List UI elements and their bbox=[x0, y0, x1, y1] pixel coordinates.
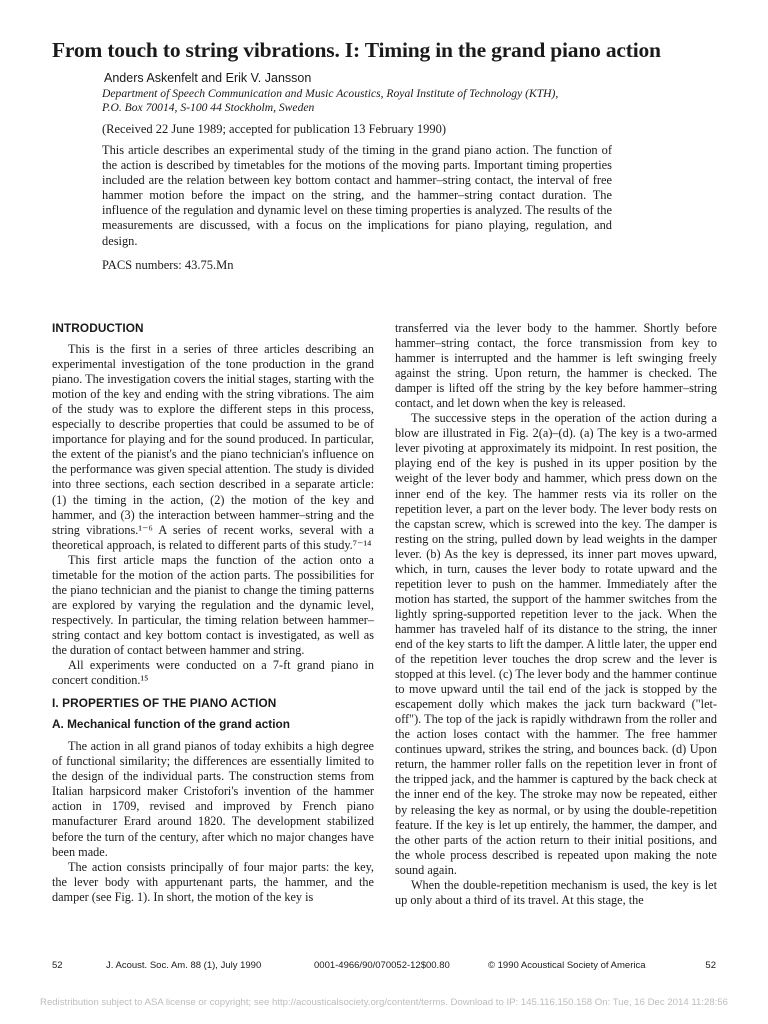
affiliation-line-2: P.O. Box 70014, S-100 44 Stockholm, Sweden bbox=[102, 100, 315, 114]
intro-paragraph-1: This is the first in a series of three articles describing an experimental investigation of the tone production in the grand piano. The investigation covers the initial stages, starting with the motion of the key and ending with the string vibrations. The aim of the study was to explore the different steps in this process, especially to describe properties that could be assumed to be of importance for playing and for the sound produced. In particular, the extent of the pianist's and the piano technician's influence on the performance was given special attention. The study is divided into three sections, each section described in a separate article: (1) the timing in the action, (2) the motion of the key and hammer, and (3) the interaction between hammer–string and the string vibrations.¹⁻⁶ A series of recent works, several with a theoretical approach, is related to different parts of this study.⁷⁻¹⁴ bbox=[52, 342, 374, 552]
journal-citation: J. Acoust. Soc. Am. 88 (1), July 1990 bbox=[106, 960, 262, 971]
section-gap bbox=[52, 688, 374, 696]
redistribution-notice: Redistribution subject to ASA license or copyright; see http://acousticalsociety.org/content/terms. Download to IP: 145.116.150.158 On: Tue, 16 Dec 2014 11:28:56 bbox=[40, 997, 728, 1008]
abstract: This article describes an experimental study of the timing in the grand piano action. The function of the action is described by timetables for the motions of the moving parts. Important timing properties included are the relation between key bottom contact and hammer–string contact, the interval of free hammer motion before the impact on the string, and the hammer–string contact duration. The influence of the regulation and dynamic level on these timing properties is analyzed. The results of the measurements are discussed, with a focus on the implications for piano playing, regulation, and design. bbox=[102, 143, 612, 248]
pacs-numbers: PACS numbers: 43.75.Mn bbox=[102, 258, 234, 272]
introduction-heading: INTRODUCTION bbox=[52, 321, 144, 335]
article-title: From touch to string vibrations. I: Timing in the grand piano action bbox=[52, 38, 661, 62]
page-number-left: 52 bbox=[52, 960, 63, 971]
subsection-a-heading: A. Mechanical function of the grand action bbox=[52, 717, 290, 732]
article-code: 0001-4966/90/070052-12$00.80 bbox=[314, 960, 450, 971]
affiliation-line-1: Department of Speech Communication and Music Acoustics, Royal Institute of Technology (KTH), bbox=[102, 87, 559, 100]
right-paragraph-2: The successive steps in the operation of the action during a blow are illustrated in Fig. 2(a)–(d). (a) The key is a two-armed lever pivoting at approximately its midpoint. In rest position, the playing end of the key is pushed in its upper position by the weight of the lever body and hammer, which press down on the inner end of the key. The hammer rests via its roller on the repetition lever, a part on the lever body. The lever body rests on the capstan screw, which is screwed into the key. The damper is resting on the string, pulled down by lead weights in the damper lever. (b) As the key is depressed, its inner part moves upward, which, in turn, causes the lever body to rotate upward and the repetition lever to push on the hammer. Immediately after the motion has started, the support of the hammer switches from the lightly spring-supported repetition lever to the jack. When the hammer has traveled half of its distance to the string, the inner end of the key starts to lift the damper. A little later, the upper end of the repetition lever touches the drop screw and the lever is stopped at this level. (c) The lever body and the hammer continue to move upward until the tail end of the jack is stopped by the escapement dolly which makes the jack turn backward ("let-off"). The top of the jack is rapidly withdrawn from the roller and the action loses contact with the hammer. The free hammer continues upward, strikes the string, and bounces back. (d) Upon return, the hammer roller falls on the repetition lever in front of the tripped jack, and the hammer is captured by the back check at the inner end of the key. The stroke may now be repeated, either by releasing the key as normal, or by using the double-repetition feature. If the key is let up entirely, the hammer, the damper, and the other parts of the action return to their initial positions, and the whole process described is repeated upon making the note sound again. bbox=[395, 411, 718, 877]
right-paragraph-3: When the double-repetition mechanism is used, the key is let up only about a third of its travel. At this stage, the bbox=[395, 877, 717, 907]
intro-paragraph-3: All experiments were conducted on a 7-ft grand piano in concert condition.¹⁵ bbox=[52, 658, 374, 688]
page-number-right: 52 bbox=[705, 960, 716, 971]
received-dates: (Received 22 June 1989; accepted for publication 13 February 1990) bbox=[102, 122, 446, 136]
left-column bbox=[52, 321, 374, 905]
intro-paragraph-2: This first article maps the function of the action onto a timetable for the motion of the action parts. The possibilities for the piano technician and the pianist to change the timing patterns are explored by varying the regulation and the dynamic level, respectively. In particular, the timing relation between hammer–string contact and key bottom contact is investigated, as well as the duration of contact between hammer and string. bbox=[52, 552, 374, 657]
section-paragraph-2: The action consists principally of four major parts: the key, the lever body with appurtenant parts, the hammer, and the damper (see Fig. 1). In short, the motion of the key is bbox=[52, 859, 374, 904]
right-paragraph-1: transferred via the lever body to the hammer. Shortly before hammer–string contact, the force transmission from key to hammer is interrupted and the hammer is left swinging freely against the string. Upon return, the hammer is checked. The damper is lifted off the string by the key before hammer–string contact, and let down when the key is released. bbox=[395, 321, 717, 411]
author-list: Anders Askenfelt and Erik V. Jansson bbox=[104, 71, 312, 85]
page-footer bbox=[52, 960, 716, 976]
copyright-notice: © 1990 Acoustical Society of America bbox=[488, 960, 646, 971]
right-column bbox=[395, 321, 717, 908]
affiliation bbox=[102, 87, 662, 114]
section-paragraph-1: The action in all grand pianos of today exhibits a high degree of functional similarity; the differences are essentially limited to the design of the individual parts. The construction stems from Italian harpsicord maker Cristofori's invention of the hammer action in 1709, revised and improved by French piano manufacturer Erard around 1820. The development stabilized before the turn of the century, after which no major changes have been made. bbox=[52, 739, 374, 859]
section-1-heading: I. PROPERTIES OF THE PIANO ACTION bbox=[52, 696, 277, 711]
